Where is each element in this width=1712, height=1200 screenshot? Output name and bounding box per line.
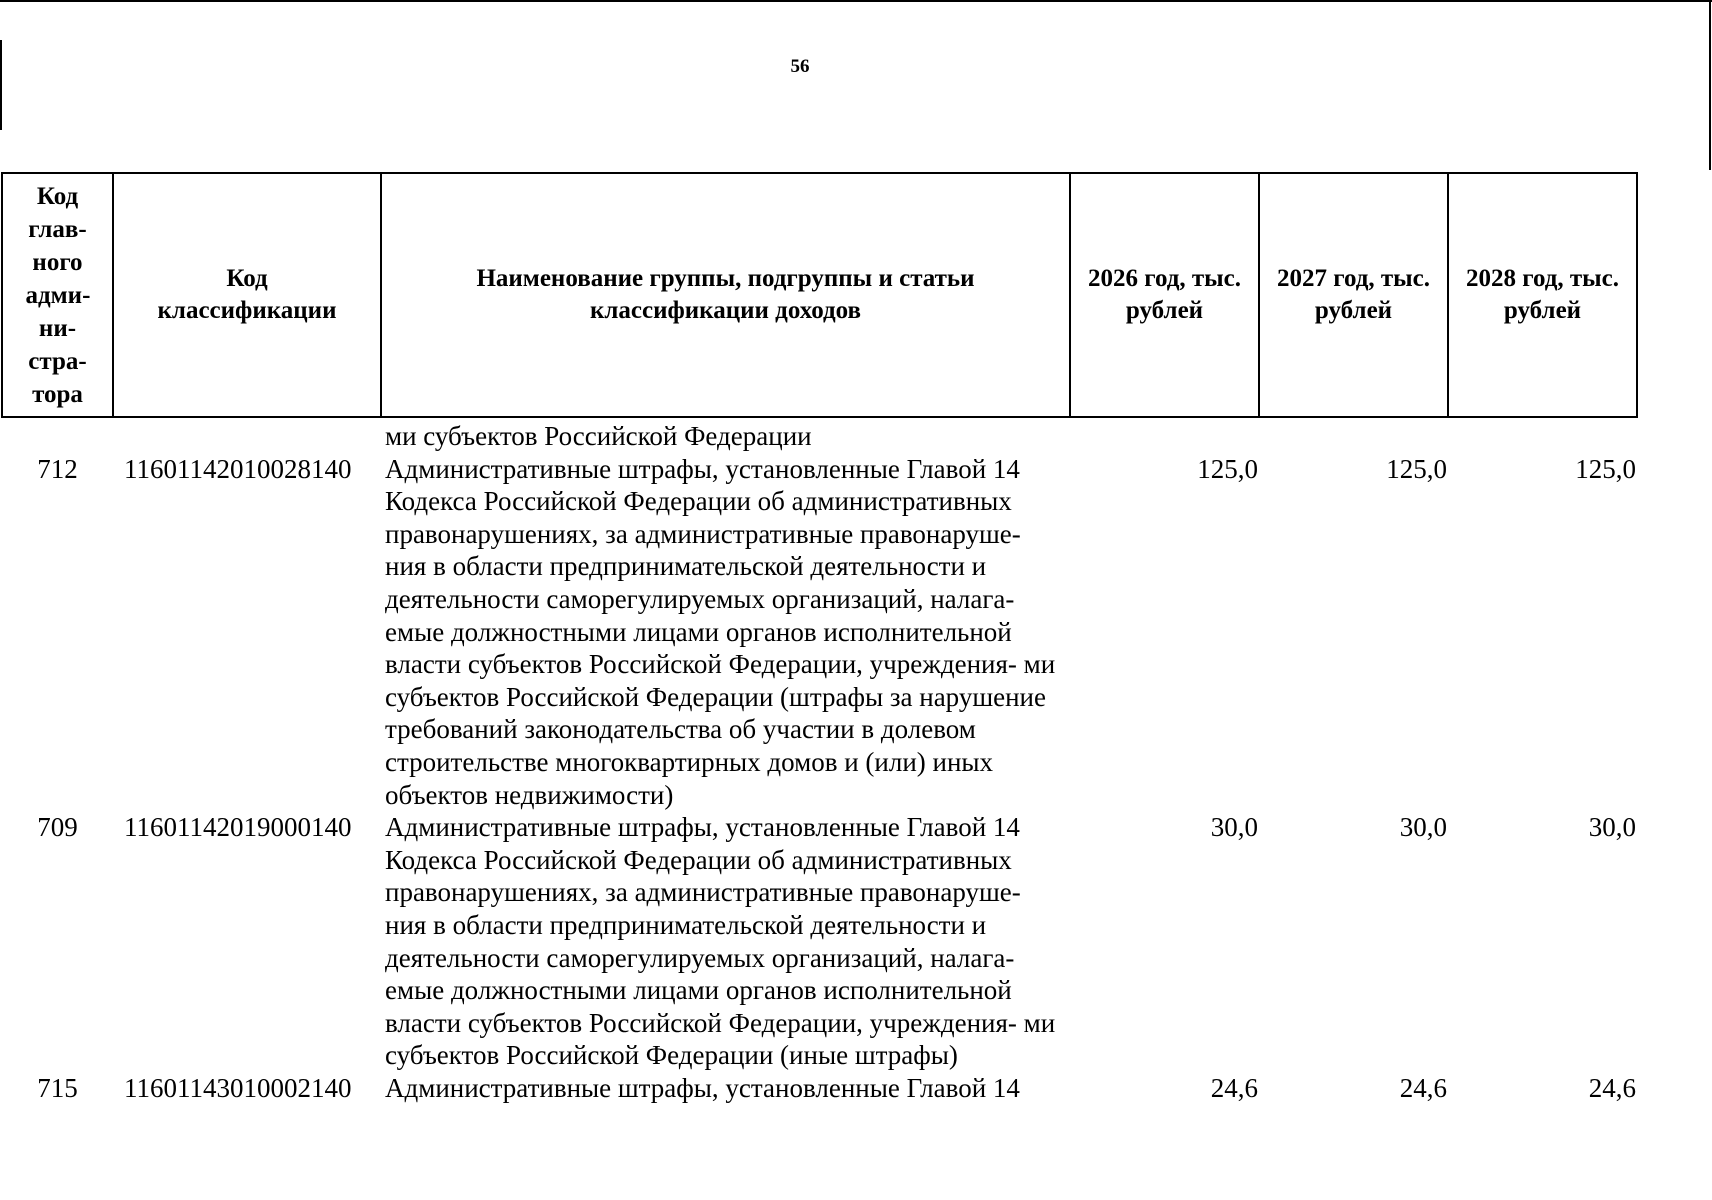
continuation-text: ми субъектов Российской Федерации xyxy=(385,421,812,451)
value-2026-cell: 30,0 xyxy=(1210,812,1258,843)
scan-right-edge xyxy=(1709,0,1711,170)
table-row xyxy=(1,1072,1638,1105)
classification-code-cell: 11601142019000140 xyxy=(124,812,352,843)
value-2027-cell: 125,0 xyxy=(1386,453,1447,484)
table-header xyxy=(1,172,1638,418)
value-2027-cell: 24,6 xyxy=(1399,1072,1447,1103)
admin-code-cell: 712 xyxy=(37,453,78,484)
value-2026-cell: 24,6 xyxy=(1210,1072,1258,1103)
value-2027-cell: 30,0 xyxy=(1399,812,1447,843)
header-2028: 2028 год, тыс. рублей xyxy=(1448,173,1637,417)
header-admin-code: Код глав- ного адми- ни- стра- тора xyxy=(2,173,113,417)
value-2028-cell: 30,0 xyxy=(1588,812,1636,843)
header-name: Наименование группы, подгруппы и статьи классификации доходов xyxy=(381,173,1070,417)
scan-left-edge xyxy=(0,40,2,130)
admin-code-cell: 715 xyxy=(37,1072,78,1103)
value-2028-cell: 24,6 xyxy=(1588,1072,1636,1103)
classification-code-cell: 11601142010028140 xyxy=(124,453,352,484)
classification-code-cell: 11601143010002140 xyxy=(124,1072,352,1103)
continuation-row xyxy=(1,420,1638,453)
admin-code-cell: 709 xyxy=(37,812,78,843)
name-cell: Административные штрафы, установленные Главой 14 Кодекса Российской Федерации об административных правонарушениях, за административные правонаруше- ния в области предпринимательской деятельности и деятельности саморегулируемых организаций, налага- емые должностными лицами органов исполнительной власти субъектов Российской Федерации, учреждения- ми субъектов Российской Федерации (штрафы за нарушение требований законодательства об участии в долевом строительстве многоквартирных домов и (или) иных объектов недвижимости) xyxy=(385,453,1056,810)
scan-top-edge xyxy=(0,0,1712,2)
header-2027: 2027 год, тыс. рублей xyxy=(1259,173,1448,417)
name-cell: Административные штрафы, установленные Главой 14 xyxy=(385,1072,1020,1103)
page-number: 56 xyxy=(790,56,810,77)
value-2026-cell: 125,0 xyxy=(1197,453,1258,484)
header-classification-code: Код классификации xyxy=(113,173,381,417)
header-2026: 2026 год, тыс. рублей xyxy=(1070,173,1259,417)
table-row xyxy=(1,453,1638,812)
header-row xyxy=(2,173,1637,417)
table-row xyxy=(1,811,1638,1072)
name-cell: Административные штрафы, установленные Главой 14 Кодекса Российской Федерации об административных правонарушениях, за административные правонаруше- ния в области предпринимательской деятельности и деятельности саморегулируемых организаций, налага- емые должностными лицами органов исполнительной власти субъектов Российской Федерации, учреждения- ми субъектов Российской Федерации (иные штрафы) xyxy=(385,812,1056,1071)
value-2028-cell: 125,0 xyxy=(1575,453,1636,484)
table-body xyxy=(1,420,1638,1104)
